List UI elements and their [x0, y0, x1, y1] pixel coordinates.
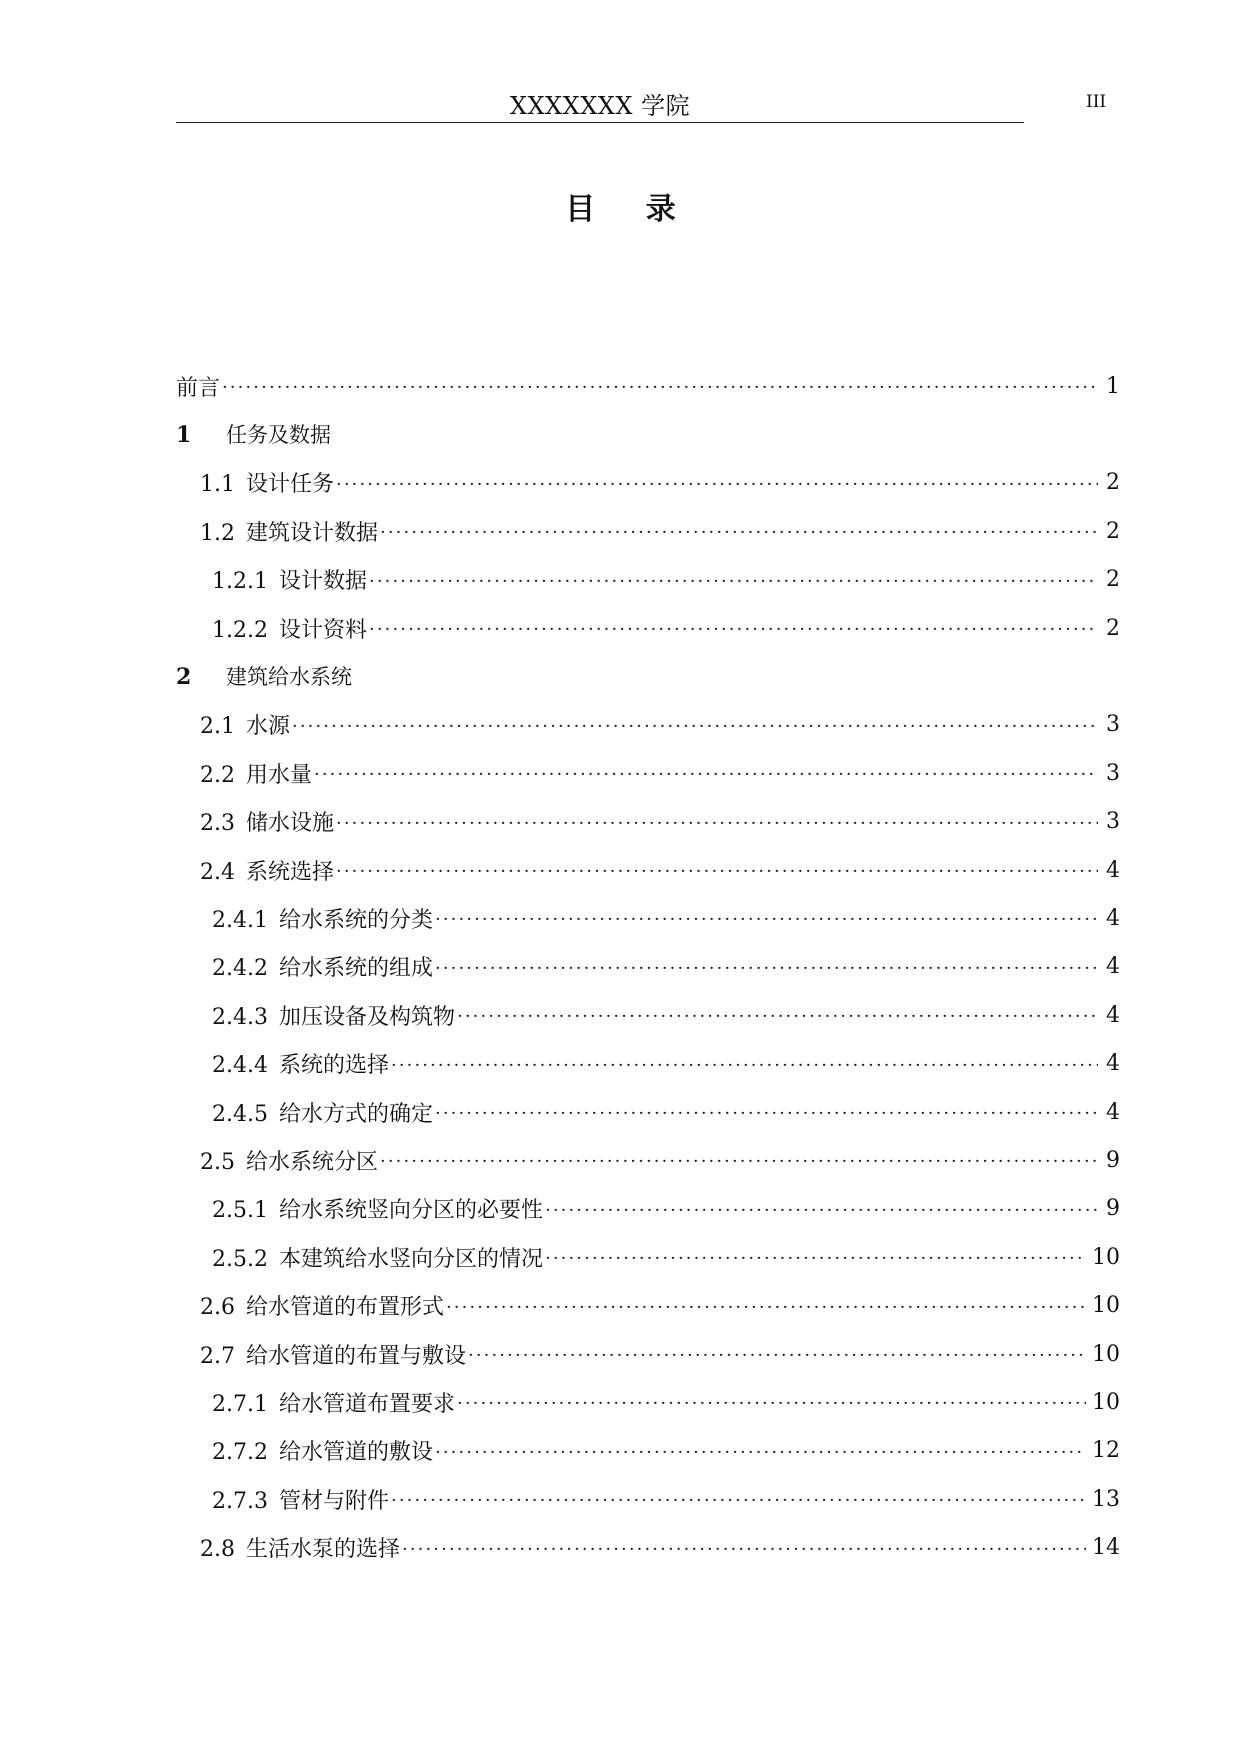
toc-entry-number: 2.1 [200, 714, 235, 740]
toc-entry-title: 给水系统竖向分区的必要性 [278, 1198, 543, 1224]
dot-leader [435, 900, 1098, 936]
toc-entry-title: 给水系统的组成 [278, 956, 433, 982]
dot-leader [222, 368, 1098, 404]
toc-entry-number: 2.5.2 [212, 1246, 268, 1272]
toc-entry-page: 10 [1092, 1341, 1120, 1367]
toc-entry-page: 2 [1106, 470, 1120, 496]
toc-entry-title: 储水设施 [246, 811, 335, 837]
toc-entry-number: 2.4.3 [212, 1004, 268, 1030]
page-number: III [1086, 92, 1107, 112]
toc-entry-number: 2.4.5 [212, 1101, 268, 1127]
toc-entry-title: 设计数据 [278, 569, 367, 595]
toc-entry-label [212, 903, 433, 934]
toc-entry-label [212, 1484, 389, 1515]
toc-entry-title: 用水量 [246, 762, 313, 788]
toc-entry-number: 2.7.3 [212, 1488, 268, 1514]
toc-entry-number: 2.4.4 [212, 1053, 268, 1079]
toc-entry-label [212, 1193, 543, 1224]
toc-entry-number: 2.5.1 [212, 1198, 268, 1224]
toc-entry-number: 1.1 [200, 472, 235, 498]
toc-entry-number: 1.2.2 [212, 617, 268, 643]
toc-entry-label [212, 951, 433, 982]
toc-entry[interactable] [212, 610, 1120, 646]
toc-entry-title: 系统选择 [246, 859, 335, 885]
toc-entry-label [212, 1048, 389, 1079]
toc-entry-label [200, 467, 334, 498]
toc-entry-title: 给水系统分区 [246, 1149, 379, 1175]
toc-entry-title: 任务及数据 [226, 423, 331, 448]
toc-entry-number: 2.7 [200, 1343, 235, 1369]
toc-entry-label [212, 1387, 455, 1418]
dot-leader [380, 1142, 1098, 1178]
toc-entry-label [176, 661, 352, 691]
toc-entry-page: 4 [1106, 1002, 1120, 1028]
toc-entry-title: 给水管道的布置与敷设 [246, 1343, 467, 1369]
toc-entry-label [200, 855, 334, 886]
toc-entry-label [212, 613, 367, 644]
toc-entry-number: 2 [176, 664, 192, 691]
toc-entry-page: 2 [1106, 567, 1120, 593]
toc-entry-page: 3 [1106, 712, 1120, 738]
toc-entry[interactable] [212, 900, 1120, 936]
toc-entry-title: 设计资料 [278, 617, 367, 643]
toc-entry[interactable] [212, 1433, 1120, 1469]
toc-entry-title: 给水管道布置要求 [278, 1391, 455, 1417]
toc-entry[interactable] [200, 1530, 1120, 1566]
toc-entry-page: 10 [1092, 1244, 1120, 1270]
toc-entry[interactable] [212, 1239, 1120, 1275]
toc-entry-number: 2.4 [200, 859, 235, 885]
toc-entry-title: 加压设备及构筑物 [278, 1004, 455, 1030]
toc-entry-title: 本建筑给水竖向分区的情况 [278, 1246, 543, 1272]
toc-entry[interactable] [212, 1481, 1120, 1517]
dot-leader [435, 1433, 1086, 1469]
dot-leader [545, 1191, 1098, 1227]
toc-entry-page: 4 [1106, 1099, 1120, 1125]
toc-entry-title: 建筑给水系统 [226, 665, 352, 690]
toc-entry-label [212, 564, 367, 595]
toc-entry-title: 前言 [176, 375, 221, 401]
dot-leader [468, 1336, 1086, 1372]
toc-entry-number: 2.8 [200, 1537, 235, 1563]
toc-entry-label [176, 419, 331, 449]
toc-chapter-entry[interactable] [176, 658, 1120, 694]
toc-entry-page: 9 [1106, 1196, 1120, 1222]
toc-entry-label [200, 1532, 400, 1563]
toc-entry-label [200, 709, 290, 740]
dot-leader [369, 562, 1098, 598]
dot-leader [336, 804, 1098, 840]
toc-entry-page: 2 [1106, 615, 1120, 641]
dot-leader [391, 1481, 1086, 1517]
dot-leader [336, 465, 1098, 501]
toc-entry-page: 4 [1106, 857, 1120, 883]
toc-entry[interactable] [176, 368, 1120, 404]
toc-entry-page: 2 [1106, 518, 1120, 544]
toc-entry-page: 1 [1106, 373, 1120, 399]
dot-leader [545, 1239, 1086, 1275]
toc-entry-label [212, 1242, 543, 1273]
toc-entry-page: 9 [1106, 1147, 1120, 1173]
toc-entry-label [200, 1145, 378, 1176]
toc-entry[interactable] [212, 1046, 1120, 1082]
toc-entry-label [200, 1290, 444, 1321]
toc-entry[interactable] [200, 707, 1120, 743]
toc-entry-page: 10 [1092, 1293, 1120, 1319]
toc-entry-title: 水源 [246, 714, 291, 740]
toc-chapter-entry[interactable] [176, 416, 1120, 452]
toc-entry-page: 3 [1106, 760, 1120, 786]
toc-entry[interactable] [200, 1142, 1120, 1178]
dot-leader [446, 1288, 1086, 1324]
toc-entry-page: 4 [1106, 954, 1120, 980]
toc-entry-label [200, 516, 378, 547]
toc-heading: 目 录 [565, 192, 696, 227]
toc-entry-number: 2.2 [200, 762, 235, 788]
toc-entry[interactable] [200, 755, 1120, 791]
toc-entry-number: 1 [176, 422, 192, 449]
toc-entry-title: 给水管道的布置形式 [246, 1295, 445, 1321]
toc-entry-title: 设计任务 [246, 472, 335, 498]
dot-leader [435, 1094, 1098, 1130]
toc-entry-number: 2.6 [200, 1295, 235, 1321]
dot-leader [457, 997, 1098, 1033]
toc-entry-title: 给水方式的确定 [278, 1101, 433, 1127]
dot-leader [336, 852, 1098, 888]
toc-entry-number: 2.7.2 [212, 1440, 268, 1466]
toc-entry-title: 建筑设计数据 [246, 520, 379, 546]
toc-entry-label [212, 1435, 433, 1466]
toc-entry[interactable] [200, 804, 1120, 840]
toc-entry-title: 给水系统的分类 [278, 907, 433, 933]
toc-entry-number: 2.4.1 [212, 907, 268, 933]
toc-entry-label [212, 1000, 455, 1031]
toc-entry-page: 13 [1092, 1486, 1120, 1512]
dot-leader [292, 707, 1098, 743]
dot-leader [435, 949, 1098, 985]
toc-entry[interactable] [212, 1191, 1120, 1227]
dot-leader [391, 1046, 1098, 1082]
toc-entry[interactable] [212, 562, 1120, 598]
toc-entry-number: 1.2.1 [212, 569, 268, 595]
toc-entry-label [176, 371, 220, 402]
toc-entry-page: 3 [1106, 809, 1120, 835]
toc-entry[interactable] [200, 852, 1120, 888]
toc-entry-number: 1.2 [200, 520, 235, 546]
toc-entry-number: 2.3 [200, 811, 235, 837]
toc-entry[interactable] [200, 513, 1120, 549]
toc-entry-title: 系统的选择 [278, 1053, 389, 1079]
dot-leader [402, 1530, 1086, 1566]
toc-entry-page: 4 [1106, 1051, 1120, 1077]
toc-entry-number: 2.7.1 [212, 1391, 268, 1417]
toc-entry[interactable] [212, 1384, 1120, 1420]
toc-entry-page: 4 [1106, 905, 1120, 931]
toc-entry-label [200, 758, 312, 789]
toc-entry-page: 12 [1092, 1438, 1120, 1464]
dot-leader [369, 610, 1098, 646]
toc-entry-page: 14 [1092, 1535, 1120, 1561]
toc-entry-number: 2.4.2 [212, 956, 268, 982]
toc-entry-title: 给水管道的敷设 [278, 1440, 433, 1466]
toc-entry[interactable] [212, 997, 1120, 1033]
running-header-title: XXXXXXX 学院 [509, 92, 691, 120]
header-divider [176, 122, 1024, 123]
dot-leader [314, 755, 1098, 791]
toc-entry-label [200, 806, 334, 837]
toc-entry-number: 2.5 [200, 1149, 235, 1175]
toc-entry-label [200, 1339, 466, 1370]
toc-entry-title: 生活水泵的选择 [246, 1537, 401, 1563]
toc-entry-page: 10 [1092, 1389, 1120, 1415]
dot-leader [457, 1384, 1086, 1420]
toc-entry[interactable] [212, 1094, 1120, 1130]
toc-entry[interactable] [200, 465, 1120, 501]
toc-entry[interactable] [200, 1288, 1120, 1324]
toc-entry[interactable] [212, 949, 1120, 985]
dot-leader [380, 513, 1098, 549]
toc-entry[interactable] [200, 1336, 1120, 1372]
toc-entry-label [212, 1097, 433, 1128]
toc-entry-title: 管材与附件 [278, 1488, 389, 1514]
